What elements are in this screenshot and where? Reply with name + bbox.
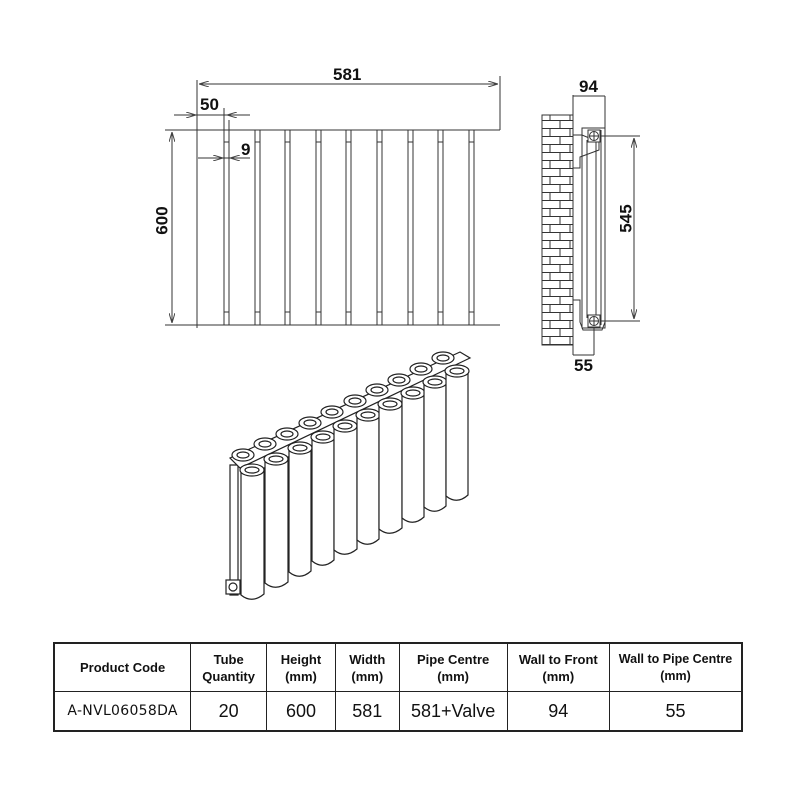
header-wall-to-pipe-centre: Wall to Pipe Centre (mm) — [610, 643, 742, 692]
spec-table — [53, 642, 743, 732]
header-product-code: Product Code — [54, 643, 191, 692]
header-pipe-centre: Pipe Centre (mm) — [399, 643, 507, 692]
depth-dimension-label: 94 — [579, 77, 598, 96]
wall-to-pipe-dimension-label: 55 — [574, 356, 593, 375]
table-row — [54, 692, 742, 732]
cell-wall-to-pipe-centre: 55 — [610, 692, 742, 732]
tube-pitch-dimension-label: 50 — [200, 95, 219, 114]
header-width: Width (mm) — [335, 643, 399, 692]
cell-tube-quantity: 20 — [191, 692, 267, 732]
cell-product-code: A-NVL06058DA — [54, 692, 191, 732]
tube-gaps — [224, 130, 474, 325]
cell-width: 581 — [335, 692, 399, 732]
cell-height: 600 — [267, 692, 336, 732]
cell-wall-to-front: 94 — [507, 692, 610, 732]
height-dimension-label: 600 — [152, 206, 172, 235]
isometric-view — [226, 352, 470, 599]
header-wall-to-front: Wall to Front (mm) — [507, 643, 610, 692]
wall-bricks — [542, 115, 573, 345]
gap-dimension-label: 9 — [241, 140, 251, 159]
header-tube-quantity: Tube Quantity — [191, 643, 267, 692]
pipe-centre-dimension-label: 545 — [616, 204, 636, 233]
table-header-row — [54, 643, 742, 692]
width-dimension-label: 581 — [333, 65, 362, 84]
header-height: Height (mm) — [267, 643, 336, 692]
cell-pipe-centre: 581+Valve — [399, 692, 507, 732]
